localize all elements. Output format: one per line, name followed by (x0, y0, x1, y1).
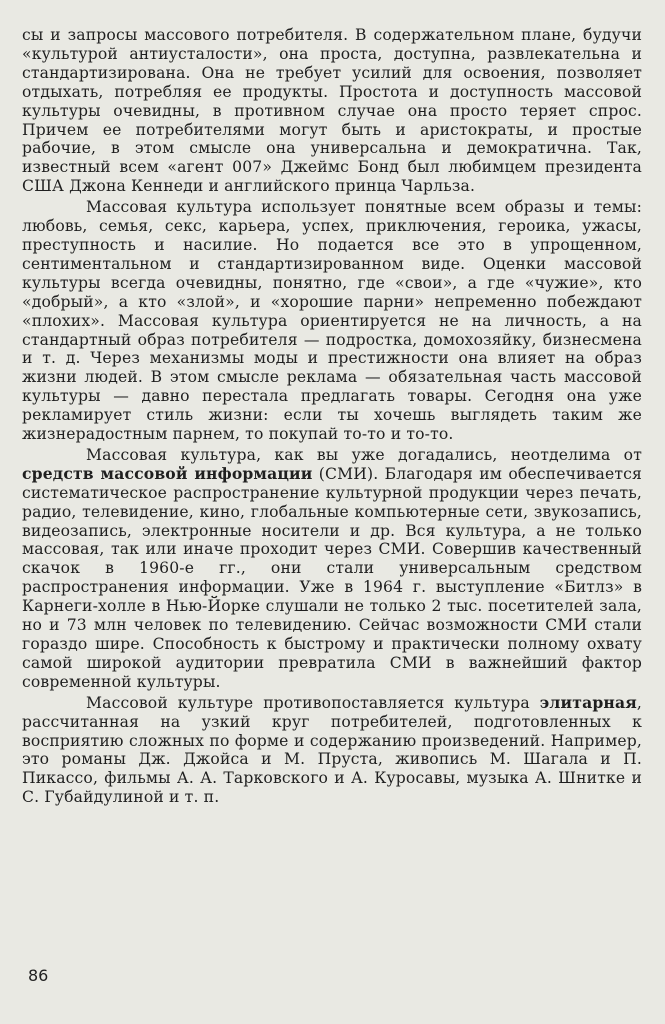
paragraph-2 (22, 198, 642, 444)
paragraph-2-text: Массовая культура использует понятные всем образы и темы: любовь, семья, секс, карьера, успех, приключения, героика, ужасы, преступность и насилие. Но подается все это в упрощенном, сентиментальном и стандартизированном виде. Оценки массовой культуры всегда очевидны, понятно, где «свои», а где «чужие», кто «добрый», а кто «злой», и «хорошие парни» непременно побеждают «плохих». Массовая культура ориентируется не на личность, а на стандартный образ потребителя — подростка, домохозяйку, бизнесмена и т. д. Через механизмы моды и престижности она влияет на образ жизни людей. В этом смысле реклама — обязательная часть массовой культуры — давно перестала предлагать товары. Сегодня она уже рекламирует стиль жизни: если ты хочешь выглядеть таким же жизнерадостным парнем, то покупай то-то и то-то. (22, 198, 642, 444)
page-number: 86 (28, 966, 49, 985)
page-body (22, 26, 642, 809)
term-mass-media: средств массовой информации (22, 463, 313, 483)
paragraph-3-text-a: Массовая культура, как вы уже догадались, неотделима от (86, 445, 642, 464)
paragraph-3 (22, 446, 642, 692)
paragraph-1 (22, 26, 642, 196)
paragraph-1-text: сы и запросы массового потребителя. В содержательном плане, будучи «культурой антиусталости», она проста, доступна, развлекательна и стандартизирована. Она не требует усилий для освоения, позволяет отдыхать, потребляя ее продукты. Простота и доступность массовой культуры очевидны, в противном случае она просто теряет спрос. Причем ее потребителями могут быть и аристократы, и простые рабочие, в этом смысле она универсальна и демократична. Так, известный всем «агент 007» Джеймс Бонд был любимцем президента США Джона Кеннеди и английского принца Чарльза. (22, 26, 642, 196)
paragraph-4-text-b: , рассчитанная на узкий круг потребителей, подготовленных к восприятию сложных по форме и содержанию произведений. Например, это романы Дж. Джойса и М. Пруста, живопись М. Шагала и П. Пикассо, фильмы А. А. Тарковского и А. Куросавы, музыка А. Шнитке и С. Губайдулиной и т. п. (22, 693, 642, 807)
paragraph-3-text-b: (СМИ). Благодаря им обеспечивается систематическое распространение культурной продукции через печать, радио, телевидение, кино, глобальные компьютерные сети, звукозапись, видеозапись, электронные носители и др. Вся культура, а не только массовая, так или иначе проходит через СМИ. Совершив качественный скачок в 1960-е гг., они стали универсальным средством распространения информации. Уже в 1964 г. выступление «Битлз» в Карнеги-холле в Нью-Йорке слушали не только 2 тыс. посетителей зала, но и 73 млн человек по телевидению. Сейчас возможности СМИ стали гораздо шире. Способность к быстрому и практически полному охвату самой широкой аудитории превратила СМИ в важнейший фактор современной культуры. (22, 464, 642, 691)
term-elite: элитарная (539, 692, 637, 712)
paragraph-4 (22, 694, 642, 807)
paragraph-4-text-a: Массовой культуре противопоставляется культура (86, 693, 540, 712)
